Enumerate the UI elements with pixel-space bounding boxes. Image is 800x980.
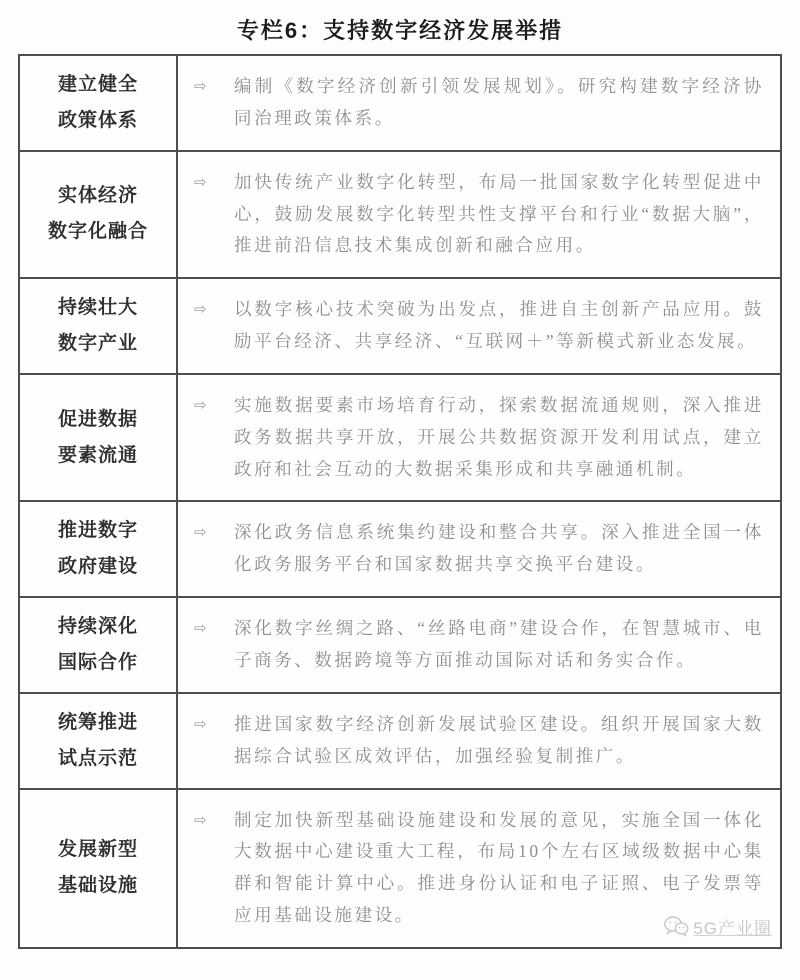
row-content-cell [177, 789, 781, 948]
row-content-cell [177, 151, 781, 279]
row-label-cell [19, 55, 177, 151]
row-label-line: 政府建设 [57, 556, 138, 578]
row-content-cell [177, 55, 781, 151]
row-label-cell [19, 278, 177, 374]
row-content-text: 编制《数字经济创新引领发展规划》。研究构建数字经济协同治理政策体系。 [234, 76, 764, 128]
arrow-bullet-icon: ⇨ [194, 172, 207, 191]
page-title: 专栏6：支持数字经济发展举措 [236, 18, 564, 43]
row-content-text: 深化政务信息系统集约建设和整合共享。深入推进全国一体化政务服务平台和国家数据共享交换平台建设。 [234, 522, 764, 575]
row-content-cell [177, 597, 781, 693]
row-label-line: 持续深化 [57, 615, 138, 637]
table-row [19, 374, 781, 502]
row-label-line: 国际合作 [57, 651, 138, 673]
row-label-line: 实体经济 [57, 185, 138, 207]
row-label-line: 持续壮大 [57, 296, 138, 318]
row-label-cell [19, 693, 177, 789]
arrow-bullet-icon: ⇨ [194, 714, 207, 733]
watermark [663, 914, 772, 939]
measures-table [18, 54, 782, 949]
row-label-line: 基础设施 [57, 875, 138, 897]
table-row [19, 597, 781, 693]
table-row [19, 693, 781, 789]
arrow-bullet-icon: ⇨ [194, 523, 207, 542]
row-content-text: 以数字核心技术突破为出发点，推进自主创新产品应用。鼓励平台经济、共享经济、“互联网＋”等新模式新业态发展。 [234, 299, 764, 352]
row-label-line: 发展新型 [57, 839, 138, 861]
table-row [19, 501, 781, 597]
row-label-cell [19, 374, 177, 502]
row-label-line: 试点示范 [57, 747, 138, 769]
arrow-bullet-icon: ⇨ [194, 619, 207, 638]
row-label-line: 建立健全 [57, 73, 138, 95]
row-label-cell [19, 597, 177, 693]
row-label-line: 推进数字 [57, 520, 138, 542]
row-label-line: 数字产业 [57, 333, 138, 355]
row-label-line: 促进数据 [57, 408, 138, 430]
row-content-text: 深化数字丝绸之路、“丝路电商”建设合作，在智慧城市、电子商务、数据跨境等方面推动国际对话和务实合作。 [234, 618, 764, 670]
row-label-cell [19, 789, 177, 948]
row-label-line: 要素流通 [57, 444, 138, 466]
row-content-text: 推进国家数字经济创新发展试验区建设。组织开展国家大数据综合试验区成效评估，加强经验复制推广。 [234, 713, 764, 766]
table-row [19, 151, 781, 279]
arrow-bullet-icon: ⇨ [194, 395, 207, 414]
row-label-cell [19, 151, 177, 279]
row-label-line: 数字化融合 [47, 221, 148, 243]
row-content-cell [177, 693, 781, 789]
row-content-cell [177, 374, 781, 502]
table-row [19, 278, 781, 374]
row-content-text: 加快传统产业数字化转型，布局一批国家数字化转型促进中心，鼓励发展数字化转型共性支撑平台和行业“数据大脑”，推进前沿信息技术集成创新和融合应用。 [234, 171, 764, 256]
arrow-bullet-icon: ⇨ [194, 77, 207, 95]
table-row [19, 55, 781, 151]
row-label-line: 统筹推进 [57, 711, 138, 733]
row-content-text: 实施数据要素市场培育行动，探索数据流通规则，深入推进政务数据共享开放，开展公共数据资源开发利用试点，建立政府和社会互动的大数据采集形成和共享融通机制。 [234, 394, 764, 479]
arrow-bullet-icon: ⇨ [194, 300, 207, 319]
row-content-cell [177, 501, 781, 597]
row-label-cell [19, 501, 177, 597]
wechat-icon [663, 915, 689, 937]
table-row [19, 789, 781, 948]
row-label-line: 政策体系 [57, 109, 138, 131]
row-content-text: 制定加快新型基础设施建设和发展的意见，实施全国一体化大数据中心建设重大工程，布局10个左右区域级数据中心集群和智能计算中心。推进身份认证和电子证照、电子发票等应用基础设施建设。 [234, 809, 764, 926]
arrow-bullet-icon: ⇨ [194, 810, 207, 829]
row-content-cell [177, 278, 781, 374]
watermark-text: 5G产业圈 [693, 918, 772, 938]
